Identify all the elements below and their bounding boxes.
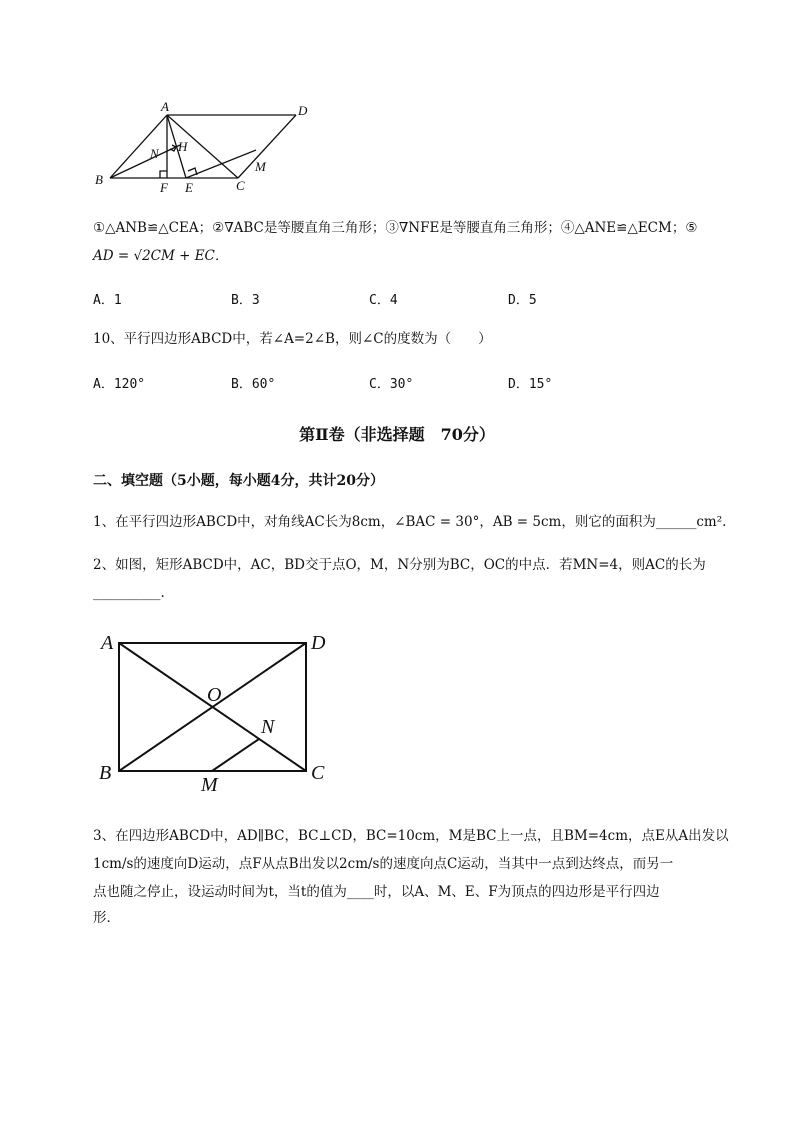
fill1-text: 1、在平行四边形ABCD中，对角线AC长为8cm，∠BAC = 30°，AB = 5cm，则它的面积为______cm².: [93, 514, 727, 530]
label-N: N: [261, 716, 275, 738]
fill3-line4: 形．: [93, 910, 120, 926]
q9-statements-line2: AD = √2CM + EC．: [93, 248, 229, 264]
q9-option-c: C．4: [369, 293, 398, 308]
figure-parallelogram: [90, 95, 320, 195]
q9-option-d: D．5: [508, 293, 537, 308]
q10-option-b: B．60°: [231, 377, 276, 392]
q10-option-c: C．30°: [369, 377, 414, 392]
label-A: A: [101, 632, 114, 654]
label-D: D: [298, 103, 308, 118]
q9-option-a: A．1: [93, 293, 122, 308]
fill2-line2: __________.: [93, 585, 165, 601]
label-F: F: [160, 180, 168, 195]
fill3-line1: 3、在四边形ABCD中，AD∥BC，BC⊥CD，BC=10cm，M是BC上一点，且BM=4cm，点E从A出发以: [93, 828, 729, 844]
figure-rectangle: [95, 625, 345, 800]
part2-heading: 二、填空题（5小题，每小题4分，共计20分）: [93, 473, 384, 489]
fill3-line2: 1cm/s的速度向D运动，点F从点B出发以2cm/s的速度向点C运动，当其中一点到达终点，而另一: [93, 856, 674, 872]
parallelogram-diagram: [90, 95, 320, 195]
label-D: D: [311, 632, 326, 654]
label-B: B: [99, 762, 112, 784]
label-A: A: [161, 99, 169, 114]
label-C: C: [311, 762, 325, 784]
q9-option-b: B．3: [231, 293, 260, 308]
part2-title: 第Ⅱ卷（非选择题 70分）: [299, 425, 495, 444]
label-E: E: [185, 180, 193, 195]
label-H: H: [178, 139, 188, 154]
q10-option-a: A．120°: [93, 377, 146, 392]
label-M: M: [201, 774, 218, 796]
label-M: M: [255, 159, 266, 174]
q10-option-d: D．15°: [508, 377, 553, 392]
fill2-line1: 2、如图，矩形ABCD中，AC，BD交于点O，M，N分别为BC，OC的中点．若MN=4，则AC的长为: [93, 557, 706, 573]
q9-statements-line1: ①△ANB≌△CEA；②∇ABC是等腰直角三角形；③∇NFE是等腰直角三角形；④△ANE≌△ECM；⑤: [93, 220, 698, 236]
q10-stem: 10、平行四边形ABCD中，若∠A=2∠B，则∠C的度数为（ ）: [93, 331, 492, 347]
label-C: C: [236, 178, 245, 193]
label-N: N: [150, 146, 159, 161]
label-B: B: [95, 172, 103, 187]
rectangle-diagram: [95, 625, 345, 800]
fill3-line3: 点也随之停止，设运动时间为t，当t的值为____时，以A、M、E、F为顶点的四边形是平行四边: [93, 884, 660, 900]
label-O: O: [207, 684, 222, 706]
